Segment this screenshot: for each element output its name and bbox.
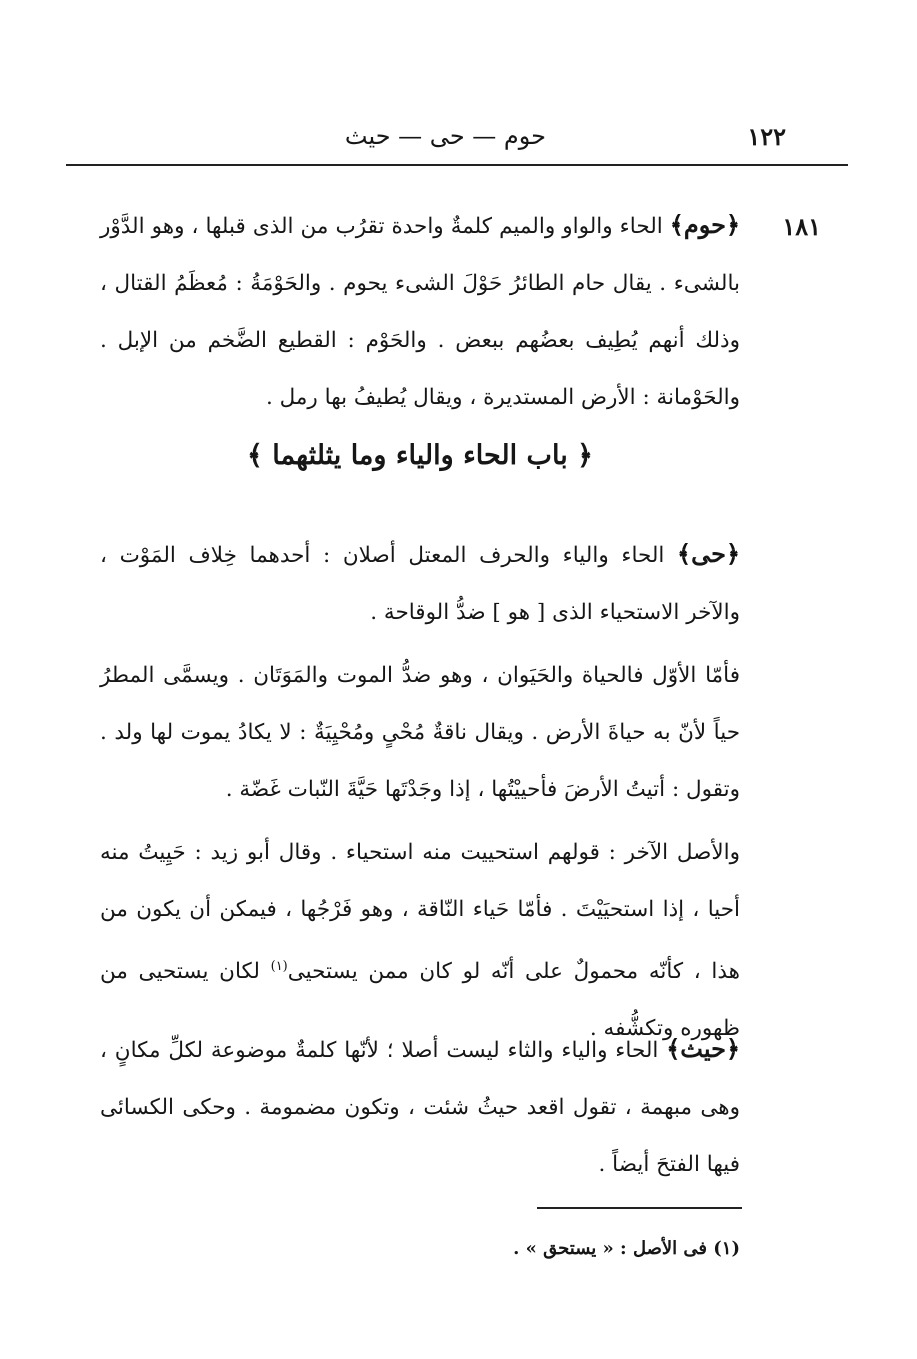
lemma-bracket-open: ﴿ [725, 539, 741, 568]
entry-hawm [100, 196, 740, 426]
page-header [66, 118, 846, 162]
entry-hayy-paragraph-1 [100, 525, 740, 641]
header-rule [66, 164, 848, 166]
entry-hawm-text: الحاء والواو والميم كلمةٌ واحدة تقرُب من الذى قبلها ، وهو الدَّوْر بالشىء . يقال حام الطائرُ حَوْلَ الشىء يحوم . والحَوْمَةُ : مُعظَمُ القتال ، وذلك أنهم يُطِيف بعضُهم ببعض . والحَوْم : القطيع الضَّخم من الإبل . والحَوْمانة : الأرض المستديرة ، ويقال يُطيفُ بها رمل . [100, 214, 740, 410]
lemma-bracket-close: ﴾ [669, 210, 684, 239]
lemma-hawm: حوم [683, 210, 726, 239]
entry-haythu-paragraph [100, 1020, 740, 1193]
entry-hayy-text-2: فأمّا الأوّل فالحياة والحَيَوان ، وهو ضدُّ الموت والمَوَتَان . ويسمَّى المطرُ حياً لأنّ به حياةَ الأرض . ويقال ناقةٌ مُحْىٍ ومُحْيِيَةٌ : لا يكادُ يموت لها ولد . وتقول : أتيتُ الأرضَ فأحييْتُها ، إذا وجَدْتَها حَيَّةَ النّبات غَضّة . [100, 663, 740, 802]
lemma-hayy: حى [691, 539, 726, 568]
lemma-bracket-close: ﴾ [666, 1034, 681, 1063]
entry-hayy-paragraph-2 [100, 647, 740, 818]
lemma-haythu: حيث [680, 1034, 726, 1063]
entry-haythu-text: الحاء والياء والثاء ليست أصلا ؛ لأنّها كلمةٌ موضوعة لكلِّ مكانٍ ، وهى مبهمة ، تقول اقعد حيثُ شئت ، وتكون مضمومة . وحكى الكسائى فيها الفتحَ أيضاً . [100, 1038, 740, 1177]
lemma-bracket-close: ﴾ [677, 539, 692, 568]
chapter-title-text: باب الحاء والياء وما يثلثهما [272, 440, 568, 471]
running-head: حوم — حى — حيث [344, 122, 546, 150]
chapter-title [100, 440, 740, 471]
entry-hayy [100, 525, 740, 1057]
footnote-marker: (١) [270, 959, 288, 974]
entry-hayy-text-3a: والأصل الآخر : قولهم استحييت منه استحياء . وقال أبو زيد : حَيِيتُ منه أحيا ، إذا استحيَيْتَ . فأمّا حَياء النّاقة ، وهو فَرْجُها ، فيمكن أن يكون من هذا ، كأنّه محمولٌ على أنّه لو كان ممن يستحيى [100, 840, 740, 985]
lemma-bracket-open: ﴿ [725, 210, 740, 239]
entry-hayy-text-1: الحاء والياء والحرف المعتل أصلان : أحدهما خِلاف المَوْت ، والآخر الاستحياء الذى [ هو ] ضدُّ الوقاحة . [100, 543, 740, 625]
chapter-bracket-close: ﴾ [247, 440, 263, 471]
entry-hawm-paragraph [100, 196, 740, 426]
page-number: ١٢٢ [747, 122, 786, 151]
footnote: (١) فى الأصل : « يستحق » . [513, 1238, 740, 1259]
entry-number: ١٨١ [782, 212, 821, 241]
entry-haythu [100, 1020, 740, 1193]
footnote-rule [537, 1207, 742, 1209]
lemma-bracket-open: ﴿ [725, 1034, 740, 1063]
chapter-bracket-open: ﴿ [577, 440, 593, 471]
entry-hayy-text-3b: لكان يستحيى من ظهوره وتكشُّفه . [100, 959, 740, 1042]
